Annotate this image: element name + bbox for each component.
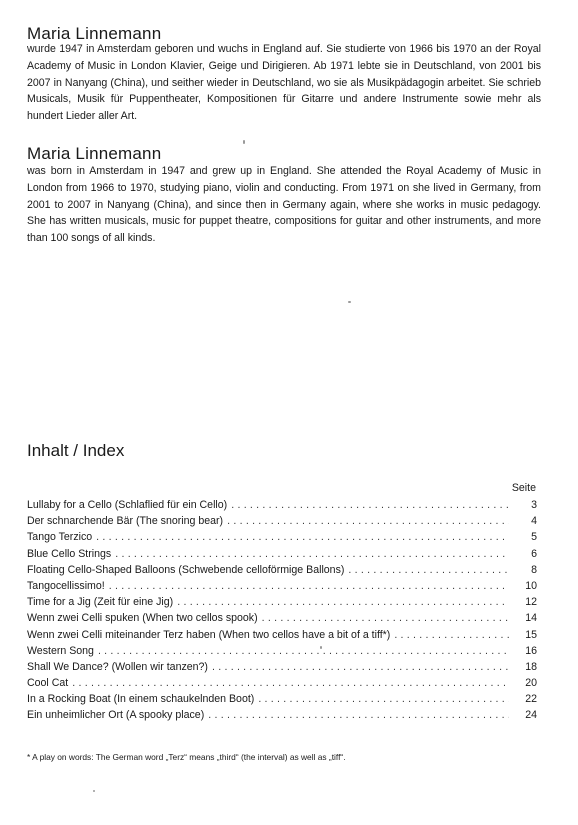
- dot-leader: [212, 659, 509, 675]
- toc-entry-page: 5: [531, 531, 537, 544]
- dot-leader: [258, 691, 509, 707]
- toc-entry: [27, 627, 537, 643]
- toc-entry: [27, 562, 537, 578]
- footnote: * A play on words: The German word „Terz“ means „third“ (the interval) as well as „tiff“.: [27, 752, 346, 762]
- toc-entry-page: 15: [525, 628, 537, 641]
- dot-leader: [96, 529, 509, 545]
- scan-speck: [243, 140, 245, 144]
- toc-entry: [27, 497, 537, 513]
- dot-leader: [208, 707, 509, 723]
- toc-entry-title: Blue Cello Strings: [27, 547, 112, 560]
- scan-speck: [93, 790, 95, 792]
- toc-entry: [27, 675, 537, 691]
- toc-entry: [27, 643, 537, 659]
- toc-entry: [27, 610, 537, 626]
- toc-entry-title: Western Song: [27, 644, 94, 657]
- toc-entry-page: 10: [525, 579, 537, 592]
- dot-leader: [177, 594, 509, 610]
- toc-entry: [27, 546, 537, 562]
- toc-entry-title: Wenn zwei Celli miteinander Terz haben (When two cellos have a bit of a tiff*): [27, 628, 391, 641]
- toc-entry-title: Tango Terzico: [27, 531, 93, 544]
- bio-english-text: was born in Amsterdam in 1947 and grew up in England. She attended the Royal Academy of Music in London from 1966 to 1970, studying piano, violin and conducting. From 1971 on she lived in Germany, from 2001 to 2007 in Nanyang (China), and since then in Germany again, where she works in music pedagogy. She has written musicals, music for puppet theatre, compositions for guitar and other instruments, and more than 100 songs of all kinds.: [27, 165, 541, 245]
- dot-leader: [72, 675, 509, 691]
- dot-leader: [262, 610, 509, 626]
- toc-entry: [27, 707, 537, 723]
- toc-entry-page: 16: [525, 644, 537, 657]
- bio-english-heading: Maria Linnemann: [27, 144, 162, 163]
- scan-speck: [348, 301, 351, 303]
- page-column-header: Seite: [511, 482, 536, 494]
- dot-leader: [115, 546, 509, 562]
- toc-entry-page: 14: [525, 612, 537, 625]
- dot-leader: [98, 643, 509, 659]
- dot-leader: [227, 513, 509, 529]
- toc-entry: [27, 513, 537, 529]
- bio-german-text: wurde 1947 in Amsterdam geboren und wuchs in England auf. Sie studierte von 1966 bis 1970 an der Royal Academy of Music in London Klavier, Geige und Dirigieren. Ab 1971 lebte sie in Deutschland, von 2001 bis 2007 in Nanyang (China), und seither wieder in Deutschland, wo sie als Musikpädagogin arbeitet. Sie schrieb Musicals, Musik für Puppentheater, Kompositionen für Gitarre und andere Instrumente sowie mehr als hundert Lieder aller Art.: [27, 43, 541, 123]
- toc-entry-title: In a Rocking Boat (In einem schaukelnden Boot): [27, 693, 255, 706]
- toc-entry-page: 12: [525, 596, 537, 609]
- toc-entry: [27, 659, 537, 675]
- toc-entry-page: 18: [525, 660, 537, 673]
- index-title: Inhalt / Index: [27, 441, 125, 460]
- toc-entry-page: 6: [531, 547, 537, 560]
- dot-leader: [348, 562, 509, 578]
- toc-entry: [27, 594, 537, 610]
- toc-entry-title: Lullaby for a Cello (Schlaflied für ein Cello): [27, 499, 228, 511]
- toc-entry: [27, 578, 537, 594]
- toc-entry-title: Der schnarchende Bär (The snoring bear): [27, 515, 224, 528]
- table-of-contents: [27, 497, 537, 724]
- dot-leader: [231, 497, 509, 513]
- toc-entry-title: Tangocellissimo!: [27, 579, 105, 592]
- toc-entry: [27, 691, 537, 707]
- dot-leader: [394, 627, 509, 643]
- toc-entry-title: Floating Cello-Shaped Balloons (Schwebende celloförmige Ballons): [27, 563, 345, 576]
- toc-entry-title: Time for a Jig (Zeit für eine Jig): [27, 596, 174, 609]
- toc-entry-page: 4: [531, 515, 537, 528]
- dot-leader: [109, 578, 509, 594]
- toc-entry-page: 20: [525, 677, 537, 690]
- scan-speck: [320, 646, 322, 649]
- toc-entry-title: Wenn zwei Celli spuken (When two cellos spook): [27, 612, 258, 625]
- toc-entry-page: 8: [531, 563, 537, 576]
- toc-entry-title: Cool Cat: [27, 677, 69, 690]
- toc-entry: [27, 529, 537, 545]
- toc-entry-page: 3: [531, 499, 537, 511]
- toc-entry-title: Ein unheimlicher Ort (A spooky place): [27, 709, 205, 722]
- bio-german-heading: Maria Linnemann: [27, 24, 162, 43]
- toc-entry-page: 22: [525, 693, 537, 706]
- toc-entry-title: Shall We Dance? (Wollen wir tanzen?): [27, 660, 208, 673]
- toc-entry-page: 24: [525, 709, 537, 722]
